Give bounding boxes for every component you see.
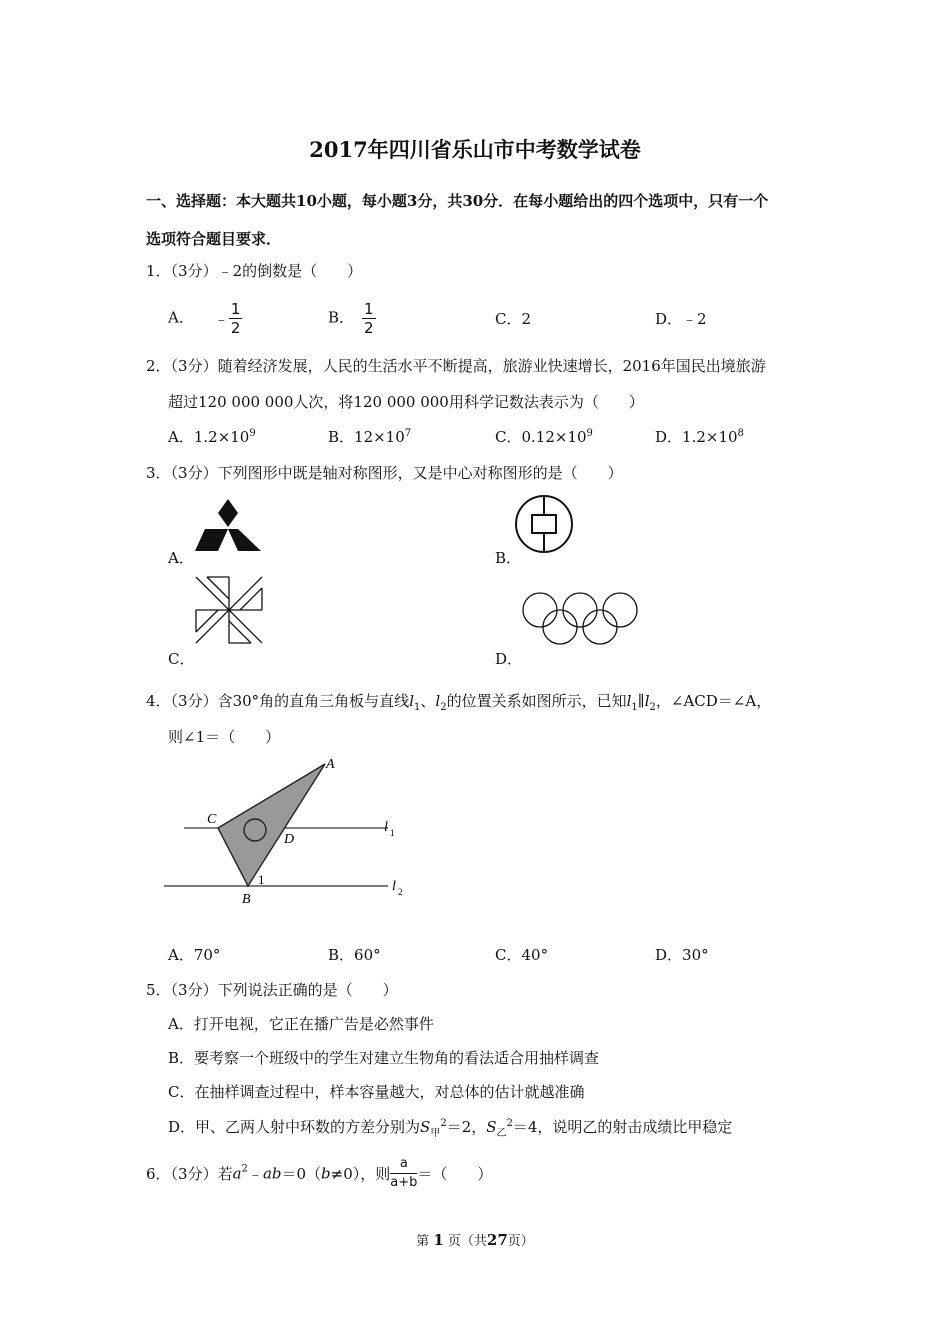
q3-figure-a-diamonds bbox=[193, 497, 263, 557]
q1-option-d: D．﹣2 bbox=[655, 310, 707, 328]
q4-line1: 4．（3分）含30°角的直角三角板与直线$l_1$、$l_2$的位置关系如图所示，已知$l_1\parallel l_2$，∠ACD＝∠A， bbox=[146, 692, 772, 713]
q2-option-c: C．$0.12\times 10^9$ bbox=[495, 428, 593, 446]
q4-figure-label-b: B bbox=[242, 892, 251, 907]
q5-stem: 5．（3分）下列说法正确的是（ ） bbox=[146, 981, 398, 999]
q2-option-d: D．$1.2\times 10^8$ bbox=[655, 428, 744, 446]
q4-figure-triangle-lines bbox=[160, 752, 410, 912]
q4-option-d: D．30° bbox=[655, 946, 709, 964]
q3-option-c: C． bbox=[168, 650, 195, 668]
q4-figure-label-c: C bbox=[207, 812, 217, 827]
q3-figure-d-rings bbox=[520, 590, 642, 650]
q3-option-d: D． bbox=[495, 650, 523, 668]
q5-option-b: B．要考察一个班级中的学生对建立生物角的看法适合用抽样调查 bbox=[168, 1049, 600, 1067]
q3-figure-c-pinwheel bbox=[193, 574, 265, 646]
q2-line1: 2．（3分）随着经济发展，人民的生活水平不断提高，旅游业快速增长，2016年国民出境旅游 bbox=[146, 357, 766, 375]
q1-option-b: B． $\frac{1}{2}$ bbox=[328, 300, 374, 337]
q4-option-a: A．70° bbox=[168, 946, 221, 964]
q1-option-c: C．2 bbox=[495, 310, 532, 328]
q4-figure-label-l1-sub: 1 bbox=[390, 828, 395, 838]
q4-figure-label-a: A bbox=[326, 757, 335, 772]
q2-line2: 超过120 000 000人次，将120 000 000用科学记数法表示为（ ） bbox=[168, 393, 644, 411]
q4-figure-label-angle1: 1 bbox=[258, 872, 265, 887]
q5-option-a: A．打开电视，它正在播广告是必然事件 bbox=[168, 1015, 434, 1033]
section-heading-line1: 一、选择题：本大题共10小题，每小题3分，共30分．在每小题给出的四个选项中，只有一个 bbox=[146, 192, 769, 210]
q3-stem: 3．（3分）下列图形中既是轴对称图形，又是中心对称图形的是（ ） bbox=[146, 464, 623, 482]
page-footer: 第 1 页（共27页） bbox=[416, 1231, 534, 1249]
q3-option-a: A． bbox=[168, 549, 194, 567]
q4-line2: 则∠1＝（ ） bbox=[168, 728, 281, 746]
q4-figure-label-l2: l bbox=[392, 879, 396, 894]
q4-figure-label-d: D bbox=[284, 832, 295, 847]
q1-stem: 1．（3分）﹣2的倒数是（ ） bbox=[146, 262, 363, 280]
q3-figure-b-circle-square bbox=[512, 494, 576, 554]
q3-option-b: B． bbox=[495, 549, 522, 567]
section-heading-line2: 选项符合题目要求． bbox=[146, 230, 282, 248]
q4-figure-label-l1: l bbox=[384, 820, 388, 835]
q6-stem: 6．（3分）若$a^2﹣ab=0(b\ne 0)$，则 $\frac{a}{a+b}$ ＝（ ） bbox=[146, 1156, 493, 1190]
q4-figure-label-l2-sub: 2 bbox=[398, 887, 403, 897]
q4-option-b: B．60° bbox=[328, 946, 381, 964]
q2-option-a: A．$1.2\times 10^9$ bbox=[168, 428, 256, 446]
q5-option-d: D．甲、乙两人射中环数的方差分别为$S_甲^2=2$，$S_乙^2=4$，说明乙的射击成绩比甲稳定 bbox=[168, 1118, 733, 1139]
q1-option-a: A． ﹣ $\frac{1}{2}$ bbox=[168, 300, 241, 337]
q5-option-c: C．在抽样调查过程中，样本容量越大，对总体的估计就越准确 bbox=[168, 1083, 585, 1101]
q4-option-c: C．40° bbox=[495, 946, 549, 964]
page-title: 2017年四川省乐山市中考数学试卷 bbox=[309, 137, 641, 162]
q2-option-b: B．$12\times 10^7$ bbox=[328, 428, 412, 446]
